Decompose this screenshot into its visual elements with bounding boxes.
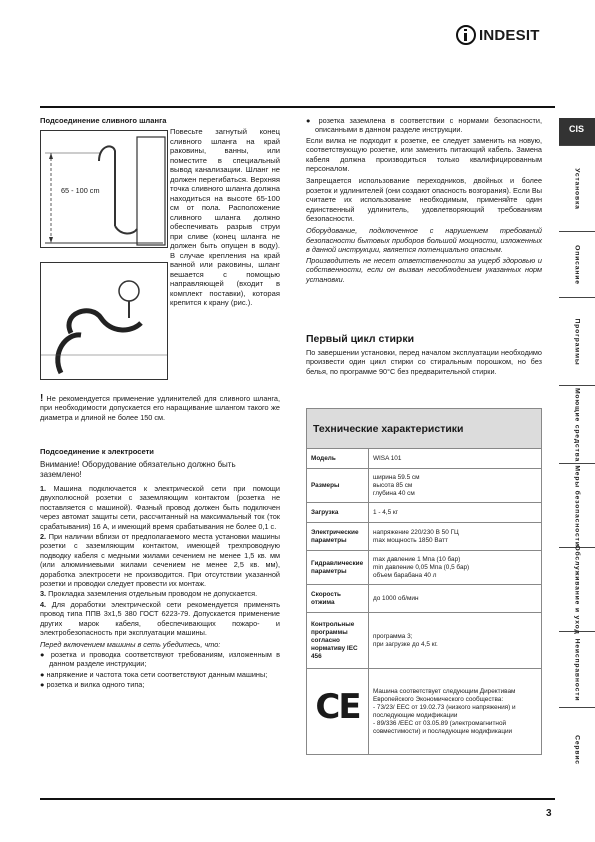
electric-item: 4. Для доработки электрической сети рекомендуется применять провод типа ППВ 3х1,5 380 ГОСТ 6223-79. Допускается применение других марок кабеля, обеспечивающих пожаро- и электробезопасность при эксплуатации машины.	[40, 599, 280, 638]
electric-items	[40, 484, 280, 691]
ce-mark-cell	[307, 669, 369, 755]
height-label: 65 - 100 cm	[61, 186, 100, 195]
warning-text: Не рекомендуется применение удлинителей для сливного шланга, при необходимости допускается его наращивание шлангом такого же диаметра и длиной не более 150 см.	[40, 394, 280, 422]
table-row: Контрольные программы согласно нормативу IEC 456 программа 3; при загрузке до 4,5 кг.	[307, 613, 542, 669]
table-row: Размеры ширина 59.5 см высота 85 см глубина 40 см	[307, 469, 542, 503]
brand-name: INDESIT	[479, 26, 540, 44]
table-row: Загрузка 1 - 4,5 кг	[307, 503, 542, 523]
hose-guide-illustration	[40, 262, 168, 380]
adapter-paragraph: Запрещается использование переходников, двойных и более розеток и удлинителей (они создают опасность возгорания). Если Вы считаете их использование необходимым, применяйте один единственный удлинитель, удовлетворяющий требованиям безопасности.	[306, 176, 542, 224]
tab-programs[interactable]: Программы	[559, 298, 595, 386]
electric-attention: Внимание! Оборудование обязательно должно быть заземлено!	[40, 460, 236, 479]
tab-description[interactable]: Описание	[559, 232, 595, 298]
tab-safety[interactable]: Меры безопасности	[559, 464, 595, 548]
right-column-text	[306, 116, 542, 285]
drain-warning	[40, 394, 280, 422]
ce-compliance-text: Машина соответствует следующим Директивам Европейского Экономического сообщества: - 73/23/ EEC от 19.02.73 (низкого напряжения) и последующие модификации - 89/336 /EEC от 03.05.89 (электромагнитной совместимости) и последующие модификации	[369, 669, 542, 755]
electric-item: 1. Машина подключается к электрической сети при помощи двухполюсной розетки с заземляющим контактом (розетка не поставляется с машиной). Фазный провод должен быть подключен через автомат защиты сети, рассчитанный на максимальный ток (ток срабатывания) 16 А, и имеющий время срабатывания не более 0,1 с.	[40, 484, 281, 531]
check-item: ● напряжение и частота тока сети соответствуют данным машины;	[40, 669, 268, 679]
warning-mark: !	[40, 393, 44, 404]
check-intro: Перед включением машины в сеть убедитесь, что:	[40, 639, 221, 649]
specs-panel	[306, 408, 542, 755]
check-item: ● розетка и проводка соответствуют требованиям, изложенным в данном разделе инструкции;	[40, 649, 280, 669]
tab-installation[interactable]: Установка	[559, 146, 595, 232]
indesit-logo-icon	[456, 25, 476, 45]
electric-item: 2. При наличии вблизи от предполагаемого места установки машины розетки с заземляющим контактом, имеющей трехпроводную подводку кабеля с медными жилами сечением не менее 1,5 кв. мм (или алюминиевыми жилами сечением не менее 2,5 кв. мм), доработка электросети не производится. При отсутствии указанной розетки и проводки следует провести их монтаж.	[40, 532, 280, 589]
ce-mark-icon: CE	[315, 686, 360, 727]
tab-detergents[interactable]: Моющие средства	[559, 386, 595, 464]
drain-text: Повесьте загнутый конец сливного шланга на край раковины, ванны, или поместите в специальный вывод канализации. Шланг не должен перегибаться. Верхняя точка сливного шланга должна находиться на высоте 65-100 см от пола. Расположение сливного шланга должно обеспечивать разрыв струи при сливе (конец шланга не должен быть опущен в воду). В случае крепления на край ванной или раковины, шланг вешается с помощью направляющей (входит в комплект поставки), которая крепится к крану (рис.).	[170, 127, 280, 307]
danger-paragraph: Оборудование, подключенное с нарушением требований безопасности бытовых приборов большой мощности, изложенных в данной инструкции, является потенциально опасным.	[306, 226, 542, 255]
table-row: Модель WISA 101	[307, 449, 542, 469]
tab-service[interactable]: Сервис	[573, 735, 581, 765]
safety-bullet: ● розетка заземлена в соответствии с нормами безопасности, описанными в данном разделе инструкции.	[306, 116, 542, 135]
first-cycle-text: По завершении установки, перед началом эксплуатации необходимо произвести один цикл стирки со стиральным порошком, но без белья, по программе 90°С без предварительной стирки.	[306, 348, 542, 376]
check-item: ● розетка и вилка одного типа;	[40, 680, 145, 690]
tab-troubleshooting[interactable]: Неисправности	[559, 632, 595, 708]
tab-cis[interactable]: CIS	[559, 118, 595, 146]
first-cycle-heading: Первый цикл стирки	[306, 333, 415, 345]
plug-paragraph: Если вилка не подходит к розетке, ее следует заменить на новую, соответствующую розетке, или заменить питающий кабель. Замена кабеля должна производиться только квалифицированным персоналом.	[306, 135, 542, 174]
electric-item: 3. Прокладка заземления отдельным проводом не допускается.	[40, 589, 258, 599]
page-number: 3	[546, 808, 552, 819]
footer-rule	[40, 798, 555, 800]
table-row: Скорость отжима до 1000 об/мин	[307, 585, 542, 613]
table-row: Электрические параметры напряжение 220/230 В 50 ГЦ max мощность 1850 Ватт	[307, 523, 542, 551]
tab-maintenance[interactable]: Обслуживание и уход	[559, 548, 595, 632]
table-row	[307, 669, 542, 755]
electric-heading: Подсоединение к электросети	[40, 447, 154, 456]
table-row: Гидравлические параметры max давление 1 Mпа (10 бар) min давление 0,05 Mпа (0,5 бар) объем барабана 40 л	[307, 551, 542, 585]
specs-table	[306, 448, 542, 755]
specs-heading: Технические характеристики	[306, 408, 542, 448]
drain-heading: Подсоединение сливного шланга	[40, 116, 167, 125]
hose-guide-drawing	[41, 263, 167, 379]
liability-paragraph: Производитель не несет ответственности за ущерб здоровью и собственности, если он вызван несоблюдением указанных норм установки.	[306, 255, 542, 284]
header-rule	[40, 106, 555, 108]
brand-logo	[456, 24, 576, 46]
